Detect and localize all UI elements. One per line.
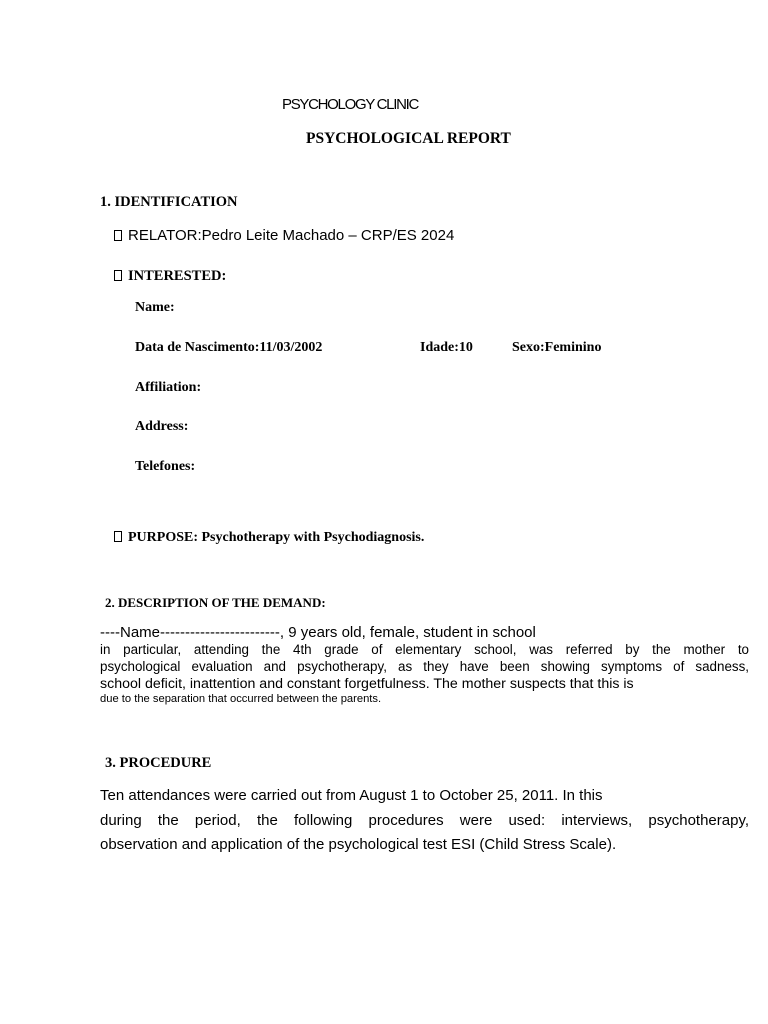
procedure-heading: 3. PROCEDURE	[105, 755, 212, 771]
purpose-text: PURPOSE: Psychotherapy with Psychodiagnosis.	[128, 530, 425, 545]
report-title: PSYCHOLOGICAL REPORT	[306, 130, 511, 147]
birth-date-field: Data de Nascimento:11/03/2002	[135, 340, 323, 355]
procedure-line: observation and application of the psychological test ESI (Child Stress Scale).	[100, 836, 617, 853]
demand-line: due to the separation that occurred between the parents.	[100, 693, 382, 705]
interested-label: INTERESTED:	[128, 268, 227, 284]
age-field: Idade:10	[420, 340, 473, 355]
interested-line	[114, 268, 226, 285]
name-label: Name:	[135, 300, 175, 315]
relator-line	[114, 227, 454, 244]
purpose-line	[114, 530, 424, 546]
procedure-line: during the period, the following procedures were used: interviews, psychotherapy,	[100, 812, 749, 829]
bullet-box-icon	[114, 230, 122, 241]
demand-line: psychological evaluation and psychotherapy, as they have been showing symptoms of sadness,	[100, 659, 749, 674]
phones-label: Telefones:	[135, 459, 196, 474]
address-label: Address:	[135, 419, 189, 434]
identification-heading: 1. IDENTIFICATION	[100, 194, 238, 210]
demand-line: ----Name------------------------, 9 years old, female, student in school	[100, 624, 536, 641]
sex-field: Sexo:Feminino	[512, 340, 602, 355]
demand-line: school deficit, inattention and constant forgetfulness. The mother suspects that this is	[100, 676, 634, 692]
demand-line: in particular, attending the 4th grade of elementary school, was referred by the mother to	[100, 642, 749, 657]
procedure-line: Ten attendances were carried out from August 1 to October 25, 2011. In this	[100, 787, 603, 804]
affiliation-label: Affiliation:	[135, 380, 202, 395]
bullet-box-icon	[114, 531, 122, 542]
relator-text: RELATOR:Pedro Leite Machado – CRP/ES 2024	[128, 227, 455, 244]
demand-heading: 2. DESCRIPTION OF THE DEMAND:	[105, 595, 326, 610]
bullet-box-icon	[114, 270, 122, 281]
clinic-name: PSYCHOLOGY CLINIC	[282, 96, 419, 113]
